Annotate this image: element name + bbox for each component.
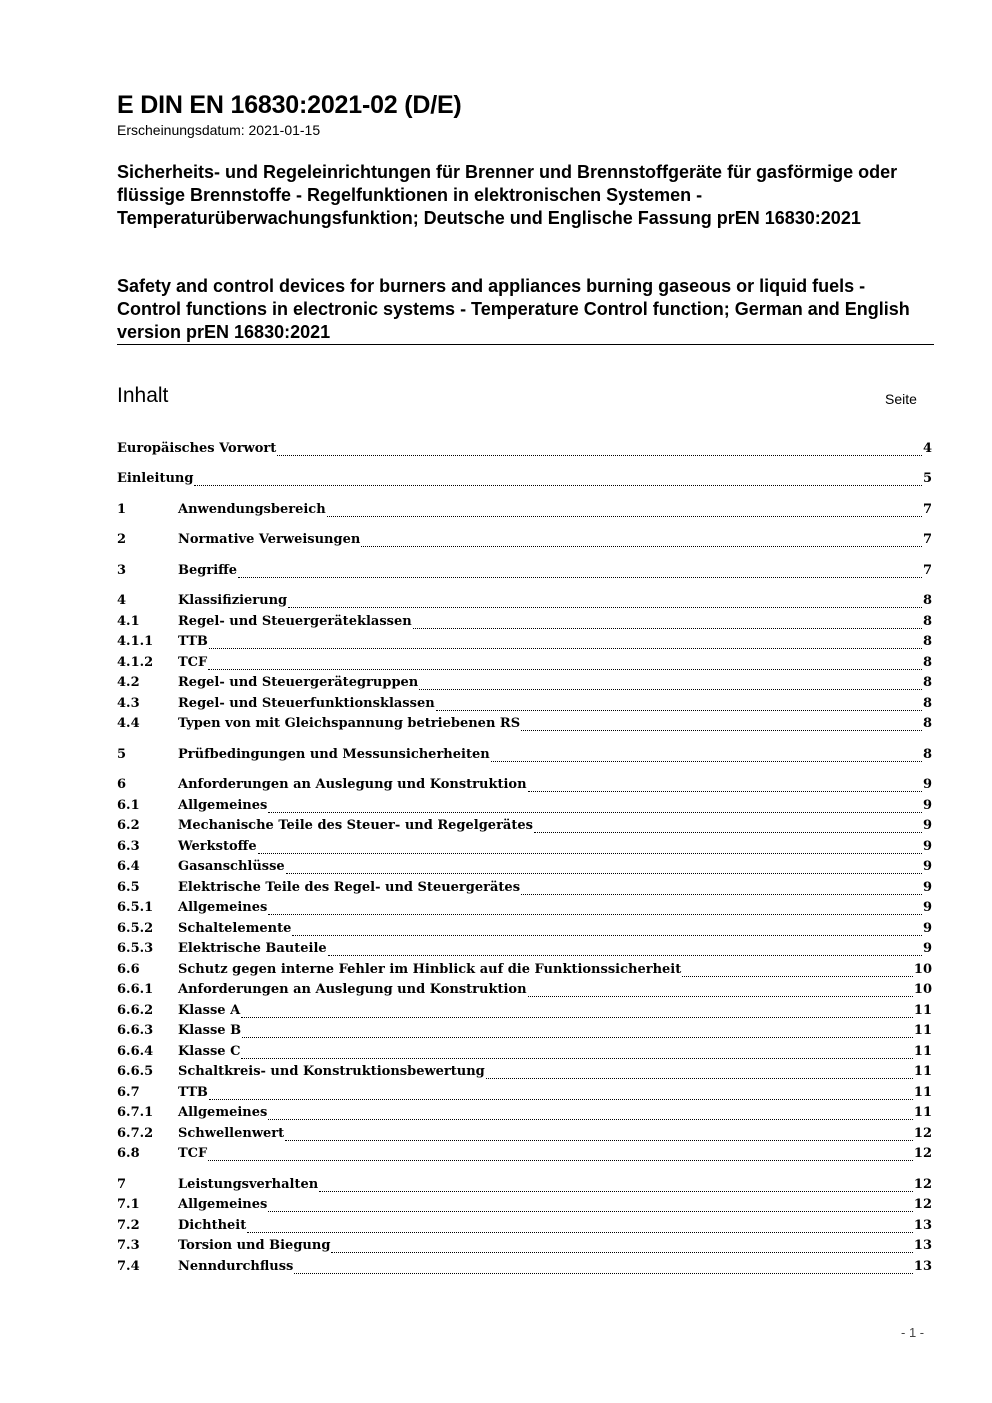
toc-entry-number: 7 [117, 1177, 127, 1192]
toc-entry[interactable] [117, 941, 932, 961]
toc-leader-dots [521, 730, 922, 731]
toc-entry-title: Europäisches Vorwort [117, 441, 277, 456]
toc-leader-dots [682, 976, 913, 977]
document-title: E DIN EN 16830:2021-02 (D/E) [117, 91, 462, 119]
toc-entry-page: 9 [922, 859, 932, 874]
toc-leader-dots [209, 648, 922, 649]
toc-entry-title: Regel- und Steuerfunktionsklassen [178, 696, 435, 711]
title-german: Sicherheits- und Regeleinrichtungen für Brenner und Brennstoffgeräte für gasförmige oder flüssige Brennstoffe - Regelfunktionen in elektronischen Systemen - Temperaturüberwachungsfunktion; Deutsche und Englische Fassung prEN 16830:2021 [117, 162, 898, 228]
toc-entry-number: 4.1.1 [117, 634, 154, 649]
toc-leader-dots [491, 761, 922, 762]
toc-entry[interactable] [117, 655, 932, 675]
toc-entry-page: 4 [922, 441, 932, 456]
toc-leader-dots [436, 710, 922, 711]
toc-leader-dots [194, 485, 922, 486]
toc-entry-title: Einleitung [117, 471, 194, 486]
toc-entry-page: 9 [922, 798, 932, 813]
toc-leader-dots [419, 689, 922, 690]
toc-leader-dots [277, 455, 922, 456]
toc-entry-number: 6.1 [117, 798, 140, 813]
toc-entry-title: Begriffe [178, 563, 238, 578]
toc-entry-page: 8 [922, 614, 932, 629]
toc-leader-dots [208, 669, 922, 670]
toc-entry-page: 11 [913, 1064, 932, 1079]
toc-entry-title: TCF [178, 655, 208, 670]
toc-leader-dots [247, 1232, 913, 1233]
toc-entry-number: 2 [117, 532, 127, 547]
toc-entry[interactable] [117, 982, 932, 1002]
issue-date: Erscheinungsdatum: 2021-01-15 [117, 122, 321, 138]
toc-entry-page: 11 [913, 1044, 932, 1059]
toc-entry-title: Klassifizierung [178, 593, 288, 608]
toc-entry-number: 6.5.2 [117, 921, 154, 936]
toc-entry-number: 6.7.1 [117, 1105, 154, 1120]
toc-entry-title: Regel- und Steuergerätegruppen [178, 675, 419, 690]
toc-entry[interactable] [117, 859, 932, 879]
toc-entry-number: 4.1.2 [117, 655, 154, 670]
toc-entry[interactable] [117, 1003, 932, 1023]
toc-entry-page: 10 [913, 962, 932, 977]
toc-leader-dots [486, 1078, 913, 1079]
toc-entry[interactable] [117, 614, 932, 634]
toc-entry-number: 7.1 [117, 1197, 140, 1212]
toc-entry-number: 6 [117, 777, 127, 792]
toc-entry-page: 12 [913, 1177, 932, 1192]
toc-leader-dots [285, 1140, 913, 1141]
toc-entry[interactable] [117, 593, 932, 613]
toc-leader-dots [208, 1160, 913, 1161]
toc-leader-dots [258, 853, 922, 854]
toc-entry[interactable] [117, 1085, 932, 1105]
toc-leader-dots [528, 996, 913, 997]
toc-entry-page: 13 [913, 1259, 932, 1274]
toc-entry[interactable] [117, 900, 932, 920]
toc-entry[interactable] [117, 1238, 932, 1258]
page-number: - 1 - [901, 1325, 925, 1340]
toc-entry[interactable] [117, 1146, 932, 1166]
toc-entry-number: 6.2 [117, 818, 140, 833]
toc-entry-page: 11 [913, 1085, 932, 1100]
toc-entry-number: 6.6.1 [117, 982, 154, 997]
toc-entry-number: 6.4 [117, 859, 140, 874]
toc-leader-dots [361, 546, 922, 547]
toc-leader-dots [292, 935, 922, 936]
toc-leader-dots [327, 516, 922, 517]
toc-entry[interactable] [117, 471, 932, 491]
toc-entry-title: Mechanische Teile des Steuer- und Regelgerätes [178, 818, 533, 833]
toc-entry-title: TTB [178, 1085, 208, 1100]
toc-entry-page: 12 [913, 1126, 932, 1141]
toc-leader-dots [238, 577, 922, 578]
toc-entry-page: 9 [922, 777, 932, 792]
toc-leader-dots [288, 607, 922, 608]
toc-entry-title: Klasse B [178, 1023, 242, 1038]
toc-entry-page: 12 [913, 1146, 932, 1161]
toc-entry[interactable] [117, 839, 932, 859]
toc-entry-number: 6.5.3 [117, 941, 154, 956]
toc-leader-dots [242, 1037, 913, 1038]
toc-entry-title: Allgemeines [178, 1197, 268, 1212]
toc-entry-page: 9 [922, 921, 932, 936]
toc-entry[interactable] [117, 532, 932, 552]
toc-entry[interactable] [117, 634, 932, 654]
toc-entry-page: 8 [922, 747, 932, 762]
toc-leader-dots [286, 873, 922, 874]
toc-entry-number: 4 [117, 593, 127, 608]
toc-entry-title: Schaltelemente [178, 921, 292, 936]
toc-entry-title: TTB [178, 634, 208, 649]
toc-entry-page: 11 [913, 1003, 932, 1018]
toc-entry[interactable] [117, 675, 932, 695]
toc-entry[interactable] [117, 716, 932, 736]
toc-entry-title: Elektrische Bauteile [178, 941, 327, 956]
toc-entry-page: 11 [913, 1023, 932, 1038]
toc-entry-title: Anwendungsbereich [178, 502, 326, 517]
toc-entry[interactable] [117, 1197, 932, 1217]
toc-entry[interactable] [117, 880, 932, 900]
toc-entry-title: Anforderungen an Auslegung und Konstruktion [178, 982, 527, 997]
toc-entry-title: Schutz gegen interne Fehler im Hinblick auf die Funktionssicherheit [178, 962, 682, 977]
toc-entry-number: 7.4 [117, 1259, 140, 1274]
toc-leader-dots [294, 1273, 913, 1274]
toc-entry-page: 8 [922, 675, 932, 690]
toc-entry-title: Schwellenwert [178, 1126, 285, 1141]
toc-entry-page: 13 [913, 1218, 932, 1233]
toc-entry-page: 8 [922, 716, 932, 731]
toc-entry-page: 8 [922, 593, 932, 608]
toc-entry-number: 6.6.2 [117, 1003, 154, 1018]
toc-entry-title: Allgemeines [178, 798, 268, 813]
toc-entry-title: Prüfbedingungen und Messunsicherheiten [178, 747, 490, 762]
toc-entry[interactable] [117, 1105, 932, 1125]
toc-entry-title: Normative Verweisungen [178, 532, 361, 547]
toc-leader-dots [241, 1017, 913, 1018]
toc-leader-dots [331, 1252, 912, 1253]
toc-entry-number: 7.3 [117, 1238, 140, 1253]
toc-entry[interactable] [117, 502, 932, 522]
toc-entry-number: 5 [117, 747, 127, 762]
toc-entry-title: Leistungsverhalten [178, 1177, 319, 1192]
toc-entry-number: 4.2 [117, 675, 140, 690]
toc-entry[interactable] [117, 798, 932, 818]
toc-entry-page: 8 [922, 655, 932, 670]
toc-entry-number: 6.7.2 [117, 1126, 154, 1141]
toc-entry-page: 9 [922, 941, 932, 956]
toc-entry-number: 6.7 [117, 1085, 140, 1100]
toc-entry-page: 9 [922, 880, 932, 895]
toc-entry-page: 8 [922, 696, 932, 711]
toc-entry[interactable] [117, 1218, 932, 1238]
toc-entry-title: Typen von mit Gleichspannung betriebenen RS [178, 716, 521, 731]
toc-leader-dots [209, 1099, 913, 1100]
toc-entry[interactable] [117, 696, 932, 716]
toc-entry-number: 3 [117, 563, 127, 578]
toc-entry-title: Werkstoffe [178, 839, 257, 854]
toc-entry-title: Anforderungen an Auslegung und Konstruktion [178, 777, 527, 792]
toc-entry-number: 1 [117, 502, 127, 517]
toc-entry[interactable] [117, 747, 932, 767]
toc-entry-title: Gasanschlüsse [178, 859, 285, 874]
title-english: Safety and control devices for burners and appliances burning gaseous or liquid fuels - Control functions in electronic systems - Temperature Control function; German and English version prEN 16830:2021 [117, 276, 910, 342]
toc-entry-page: 9 [922, 839, 932, 854]
toc-leader-dots [328, 955, 922, 956]
toc-leader-dots [268, 1211, 913, 1212]
toc-entry-number: 6.5 [117, 880, 140, 895]
title-divider [117, 344, 934, 345]
toc-entry-page: 7 [922, 563, 932, 578]
toc-entry-number: 6.8 [117, 1146, 140, 1161]
toc-entry-page: 12 [913, 1197, 932, 1212]
toc-entry[interactable] [117, 962, 932, 982]
toc-entry[interactable] [117, 441, 932, 461]
toc-entry[interactable] [117, 563, 932, 583]
toc-entry-title: Schaltkreis- und Konstruktionsbewertung [178, 1064, 485, 1079]
toc-entry-number: 4.1 [117, 614, 140, 629]
toc-entry-number: 6.5.1 [117, 900, 154, 915]
toc-entry-title: Allgemeines [178, 1105, 268, 1120]
toc-entry-number: 4.3 [117, 696, 140, 711]
toc-entry[interactable] [117, 921, 932, 941]
toc-leader-dots [268, 1119, 913, 1120]
toc-entry-title: Dichtheit [178, 1218, 247, 1233]
toc-entry-number: 6.6 [117, 962, 140, 977]
toc-heading: Inhalt [117, 384, 169, 407]
toc-entry-title: TCF [178, 1146, 208, 1161]
toc-leader-dots [521, 894, 922, 895]
toc-entry-title: Elektrische Teile des Regel- und Steuergerätes [178, 880, 521, 895]
toc-entry-page: 5 [922, 471, 932, 486]
toc-entry-title: Klasse A [178, 1003, 241, 1018]
toc-entry-number: 6.6.3 [117, 1023, 154, 1038]
toc-entry-page: 10 [913, 982, 932, 997]
toc-entry-title: Allgemeines [178, 900, 268, 915]
toc-entry-number: 7.2 [117, 1218, 140, 1233]
toc-entry-page: 13 [913, 1238, 932, 1253]
toc-entry[interactable] [117, 777, 932, 797]
toc-entry-title: Nenndurchfluss [178, 1259, 294, 1274]
toc-entry[interactable] [117, 818, 932, 838]
toc-entry[interactable] [117, 1064, 932, 1084]
toc-entry-page: 7 [922, 532, 932, 547]
toc-leader-dots [268, 812, 922, 813]
toc-page-label: Seite [885, 391, 917, 407]
toc-leader-dots [241, 1058, 912, 1059]
toc-entry[interactable] [117, 1177, 932, 1197]
toc-leader-dots [268, 914, 922, 915]
toc-entry[interactable] [117, 1023, 932, 1043]
toc-entry-page: 8 [922, 634, 932, 649]
toc-entry-title: Torsion und Biegung [178, 1238, 331, 1253]
toc-entry[interactable] [117, 1044, 932, 1064]
toc-entry-page: 11 [913, 1105, 932, 1120]
toc-leader-dots [319, 1191, 913, 1192]
toc-entry-number: 6.6.4 [117, 1044, 154, 1059]
toc-entry-number: 6.6.5 [117, 1064, 154, 1079]
toc-leader-dots [528, 791, 922, 792]
toc-entry-number: 6.3 [117, 839, 140, 854]
toc-entry-page: 9 [922, 900, 932, 915]
toc-leader-dots [534, 832, 922, 833]
toc-entry-title: Regel- und Steuergeräteklassen [178, 614, 412, 629]
toc-entry-number: 4.4 [117, 716, 140, 731]
toc-entry-page: 7 [922, 502, 932, 517]
toc-leader-dots [413, 628, 922, 629]
toc-entry-page: 9 [922, 818, 932, 833]
toc-entry-title: Klasse C [178, 1044, 241, 1059]
toc-entry[interactable] [117, 1126, 932, 1146]
toc-entry[interactable] [117, 1259, 932, 1279]
